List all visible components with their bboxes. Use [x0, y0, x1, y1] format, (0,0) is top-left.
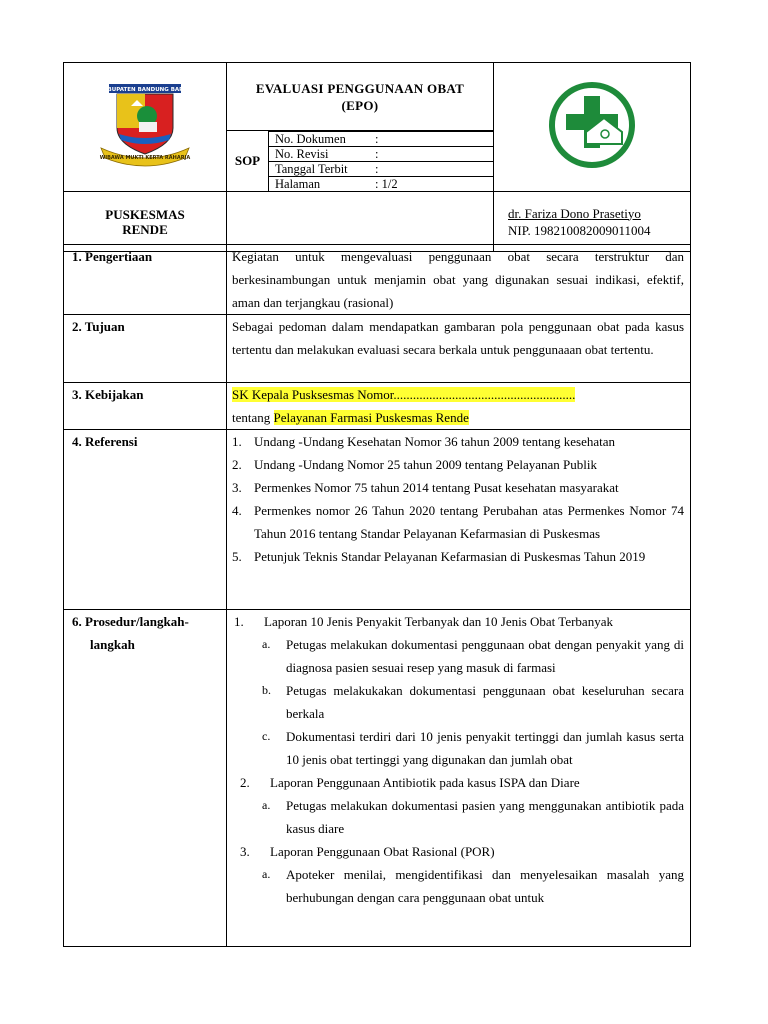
meta-label: Tanggal Terbit	[269, 162, 369, 177]
empty-header-cell	[227, 192, 494, 252]
meta-value: :	[369, 147, 493, 162]
sop-label: SOP	[227, 131, 269, 192]
sub-list-item	[262, 725, 684, 771]
section-pengertian	[64, 245, 691, 315]
health-cross-logo-icon	[546, 82, 638, 168]
sub-list-item	[262, 863, 684, 909]
meta-value: :	[369, 132, 493, 147]
section-text: Kegiatan untuk mengevaluasi penggunaan obat secara terstruktur dan berkesinambungan untuk menjamin obat yang digunakan sesuai indikasi, efektif, aman dan terjangkau (rasional)	[227, 245, 691, 315]
list-number: 4.	[232, 503, 242, 518]
list-number: 1.	[234, 614, 244, 629]
list-item	[232, 545, 684, 568]
list-text: Permenkes Nomor 75 tahun 2014 tentang Pusat kesehatan masyarakat	[254, 480, 619, 495]
section-label: 2. Tujuan	[64, 315, 227, 383]
section-label	[64, 610, 227, 947]
list-text: Dokumentasi terdiri dari 10 jenis penyakit tertinggi dan jumlah kasus serta 10 jenis obat tertinggi yang digunakan dan jumlah obat	[286, 729, 684, 767]
list-text: Undang -Undang Nomor 25 tahun 2009 tentang Pelayanan Publik	[254, 457, 597, 472]
district-logo-text: KABUPATEN BANDUNG BARAT	[99, 86, 191, 93]
health-logo-cell	[494, 63, 691, 192]
document-header	[63, 62, 691, 252]
signer-nip: NIP. 198210082009011004	[508, 222, 651, 238]
list-number: 3.	[232, 480, 242, 495]
list-text: Apoteker menilai, mengidentifikasi dan menyelesaikan masalah yang berhubungan dengan cara penggunaan obat untuk	[286, 867, 684, 905]
list-number: 3.	[240, 844, 250, 859]
document-meta-table	[269, 131, 493, 191]
meta-label: No. Revisi	[269, 147, 369, 162]
document-title	[227, 63, 494, 131]
list-text: Petunjuk Teknis Standar Pelayanan Kefarmasian di Puskesmas Tahun 2019	[254, 549, 646, 564]
meta-row-tanggal	[269, 162, 493, 177]
list-item	[232, 430, 684, 453]
meta-row-dokumen	[269, 132, 493, 147]
section-label: 4. Referensi	[64, 430, 227, 610]
prosedur-label-line-2: langkah	[90, 637, 135, 652]
list-text: Laporan Penggunaan Obat Rasional (POR)	[270, 844, 495, 859]
section-text	[227, 383, 691, 430]
puskesmas-line-2: RENDE	[122, 221, 168, 237]
document-meta-cell	[269, 131, 494, 192]
list-letter: c.	[262, 729, 271, 743]
list-text: Petugas melakukakan dokumentasi penggunaan obat keseluruhan secara berkala	[286, 683, 684, 721]
section-referensi	[64, 430, 691, 610]
list-item	[232, 476, 684, 499]
sub-list-item	[262, 679, 684, 725]
section-label: 3. Kebijakan	[64, 383, 227, 430]
district-motto: WIBAWA MUKTI KERTA RAHARJA	[99, 154, 191, 161]
section-label: 1. Pengertiaan	[64, 245, 227, 315]
list-text: Permenkes nomor 26 Tahun 2020 tentang Perubahan atas Permenkes Nomor 74 Tahun 2016 tentang Standar Pelayanan Kefarmasian di Puskesmas	[254, 503, 684, 541]
list-item	[232, 453, 684, 476]
district-logo-cell	[64, 63, 227, 192]
meta-label: No. Dokumen	[269, 132, 369, 147]
kebijakan-prefix: tentang	[232, 410, 274, 425]
list-item	[234, 610, 684, 633]
list-letter: a.	[262, 798, 271, 812]
document-body	[63, 244, 691, 947]
list-text: Undang -Undang Kesehatan Nomor 36 tahun 2009 tentang kesehatan	[254, 434, 616, 449]
list-text: Petugas melakukan dokumentasi pasien yang menggunakan antibiotik pada kasus diare	[286, 798, 684, 836]
signer-name: dr. Fariza Dono Prasetiyo	[508, 205, 641, 221]
list-text: Petugas melakukan dokumentasi penggunaan obat dengan penyakit yang di diagnosa pasien sesuai resep yang masuk di farmasi	[286, 637, 684, 675]
list-letter: a.	[262, 637, 271, 651]
meta-row-halaman	[269, 177, 493, 192]
meta-value: :	[369, 162, 493, 177]
meta-row-revisi	[269, 147, 493, 162]
sub-list-item	[262, 633, 684, 679]
list-number: 5.	[232, 549, 242, 564]
prosedur-list	[227, 610, 691, 947]
title-line-1: EVALUASI PENGGUNAAN OBAT	[255, 80, 465, 96]
list-number: 1.	[232, 434, 242, 449]
kebijakan-sk-highlight: SK Kepala Pusksesmas Nomor........................................................	[232, 387, 576, 402]
kebijakan-topic-highlight: Pelayanan Farmasi Puskesmas Rende	[273, 410, 469, 425]
section-prosedur	[64, 610, 691, 947]
list-letter: b.	[262, 683, 271, 697]
meta-value: : 1/2	[375, 177, 398, 191]
sub-list-item	[262, 794, 684, 840]
signature-block	[494, 192, 691, 252]
list-number: 2.	[232, 457, 242, 472]
meta-label: Halaman	[275, 177, 321, 191]
list-letter: a.	[262, 867, 271, 881]
list-number: 2.	[240, 775, 250, 790]
puskesmas-name	[64, 192, 227, 252]
section-kebijakan	[64, 383, 691, 430]
section-tujuan	[64, 315, 691, 383]
prosedur-label-line-1: 6. Prosedur/langkah-	[72, 614, 189, 629]
list-item	[240, 840, 684, 863]
list-text: Laporan 10 Jenis Penyakit Terbanyak dan 10 Jenis Obat Terbanyak	[264, 614, 613, 629]
list-text: Laporan Penggunaan Antibiotik pada kasus ISPA dan Diare	[270, 775, 580, 790]
title-line-2: (EPO)	[341, 97, 379, 113]
puskesmas-line-1: PUSKESMAS	[105, 206, 185, 222]
district-emblem-icon	[97, 82, 193, 168]
list-item	[240, 771, 684, 794]
referensi-list	[227, 430, 691, 610]
section-text: Sebagai pedoman dalam mendapatkan gambaran pola penggunaan obat pada kasus tertentu dan melakukan evaluasi secara berkala untuk penggunaaan obat tertentu.	[227, 315, 691, 383]
list-item	[232, 499, 684, 545]
